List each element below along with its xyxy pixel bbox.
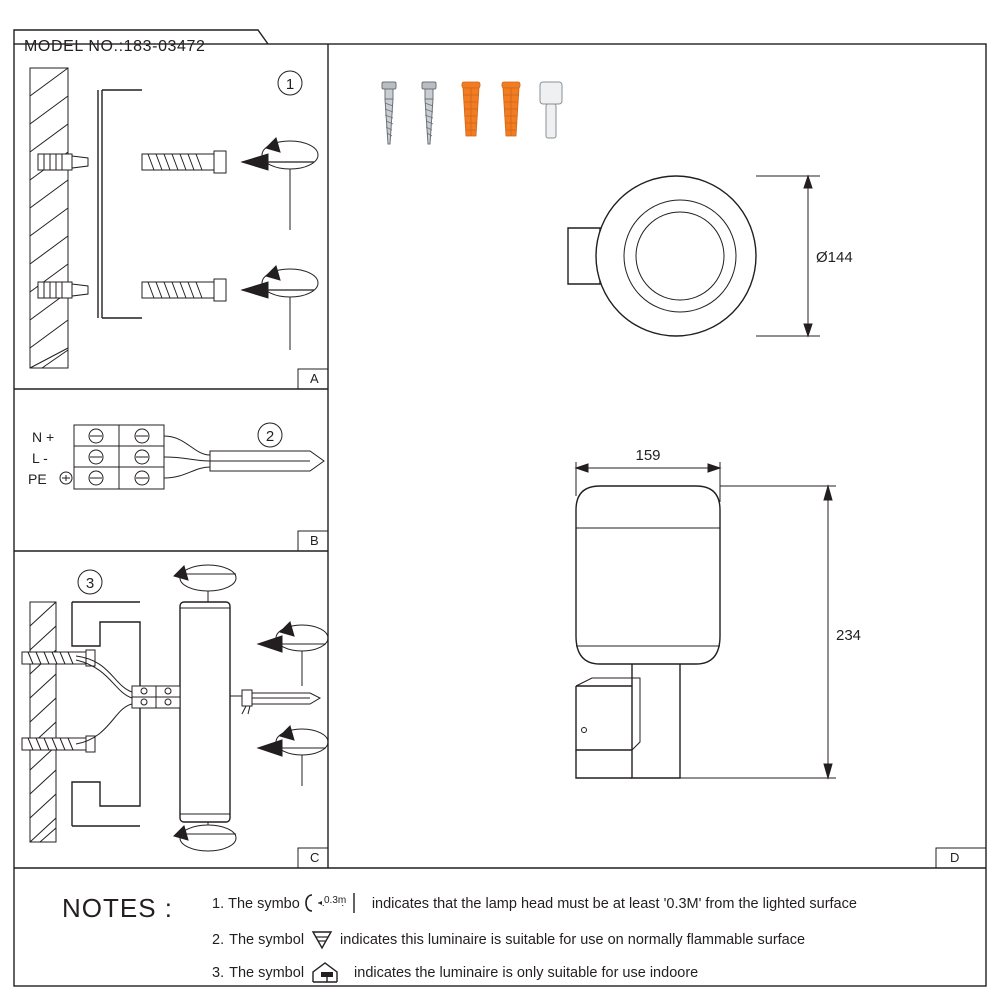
- wall-plug-icon-1: [462, 82, 480, 136]
- note-3-text-before: The symbol: [229, 965, 305, 981]
- svg-text:1: 1: [285, 76, 295, 93]
- panel-b-diagram: [14, 395, 328, 545]
- terminal-label-pe: PE: [28, 471, 47, 487]
- wall-plug-lower: [38, 282, 88, 298]
- rotation-arrow-right-upper: [258, 622, 328, 686]
- screw-upper: [142, 151, 226, 173]
- flammable-surface-symbol-icon: [309, 928, 335, 952]
- svg-text:3: 3: [85, 575, 95, 592]
- terminal-label-l: L -: [32, 450, 48, 466]
- svg-text:0.3m: 0.3m: [323, 895, 347, 906]
- step-number-2: [258, 423, 282, 447]
- wall-plug-upper: [38, 154, 88, 170]
- note-2-text-after: indicates this luminaire is suitable for use on normally flammable surface: [340, 932, 806, 948]
- panel-tag-a: A: [310, 371, 319, 386]
- panel-c-diagram: [14, 556, 328, 866]
- rotation-arrow-bottom: [174, 822, 236, 851]
- panel-tag-c: C: [310, 850, 320, 865]
- note-2-text-before: The symbol: [229, 932, 305, 948]
- panel-tag-b: B: [310, 533, 319, 548]
- svg-text:2: 2: [265, 428, 275, 445]
- dimension-diameter-text: Ø144: [816, 249, 853, 266]
- panel-a-diagram: [14, 50, 328, 390]
- model-number: MODEL NO.:183-03472: [24, 38, 206, 55]
- screw-lower: [142, 279, 226, 301]
- screw-wall-lower: [22, 736, 95, 752]
- dimension-height-text: 234: [836, 627, 862, 644]
- note-item-1: [212, 891, 857, 917]
- front-view-drawing: [540, 440, 960, 820]
- indoor-use-symbol-icon: [309, 960, 349, 986]
- note-3-number: 3.: [212, 965, 225, 981]
- note-1-text-after: indicates that the lamp head must be at least '0.3M' from the lighted surface: [371, 896, 857, 912]
- spacer-icon-1: [540, 82, 562, 138]
- note-3-text-after: indicates the luminaire is only suitable for use indoore: [354, 965, 699, 981]
- earth-symbol: [60, 472, 72, 484]
- min-distance-symbol-icon: [304, 891, 368, 917]
- panel-tag-d: D: [950, 850, 960, 865]
- note-2-number: 2.: [212, 932, 225, 948]
- notes-title: NOTES :: [62, 893, 174, 923]
- dimension-width-text: 159: [635, 447, 661, 464]
- terminal-block: [74, 425, 164, 489]
- screw-icon-2: [422, 82, 436, 144]
- terminal-label-n: N +: [32, 429, 55, 445]
- note-1-number: 1.: [212, 896, 225, 912]
- note-item-2: [212, 928, 805, 952]
- hardware-kit: [370, 78, 570, 158]
- note-item-3: [212, 960, 698, 986]
- cable: [164, 436, 324, 478]
- step-number-3: [78, 570, 102, 594]
- rotation-arrow-top: [174, 565, 236, 602]
- screw-icon-1: [382, 82, 396, 144]
- note-1-text-before: The symbo: [228, 896, 300, 912]
- top-view-drawing: [540, 160, 960, 390]
- output-cable: [230, 690, 320, 714]
- rotation-arrow-right-lower: [258, 726, 328, 786]
- step-number-1: [278, 71, 302, 95]
- rotation-arrow-lower: [242, 266, 318, 350]
- wall-plug-icon-2: [502, 82, 520, 136]
- rotation-arrow-upper: [242, 138, 318, 230]
